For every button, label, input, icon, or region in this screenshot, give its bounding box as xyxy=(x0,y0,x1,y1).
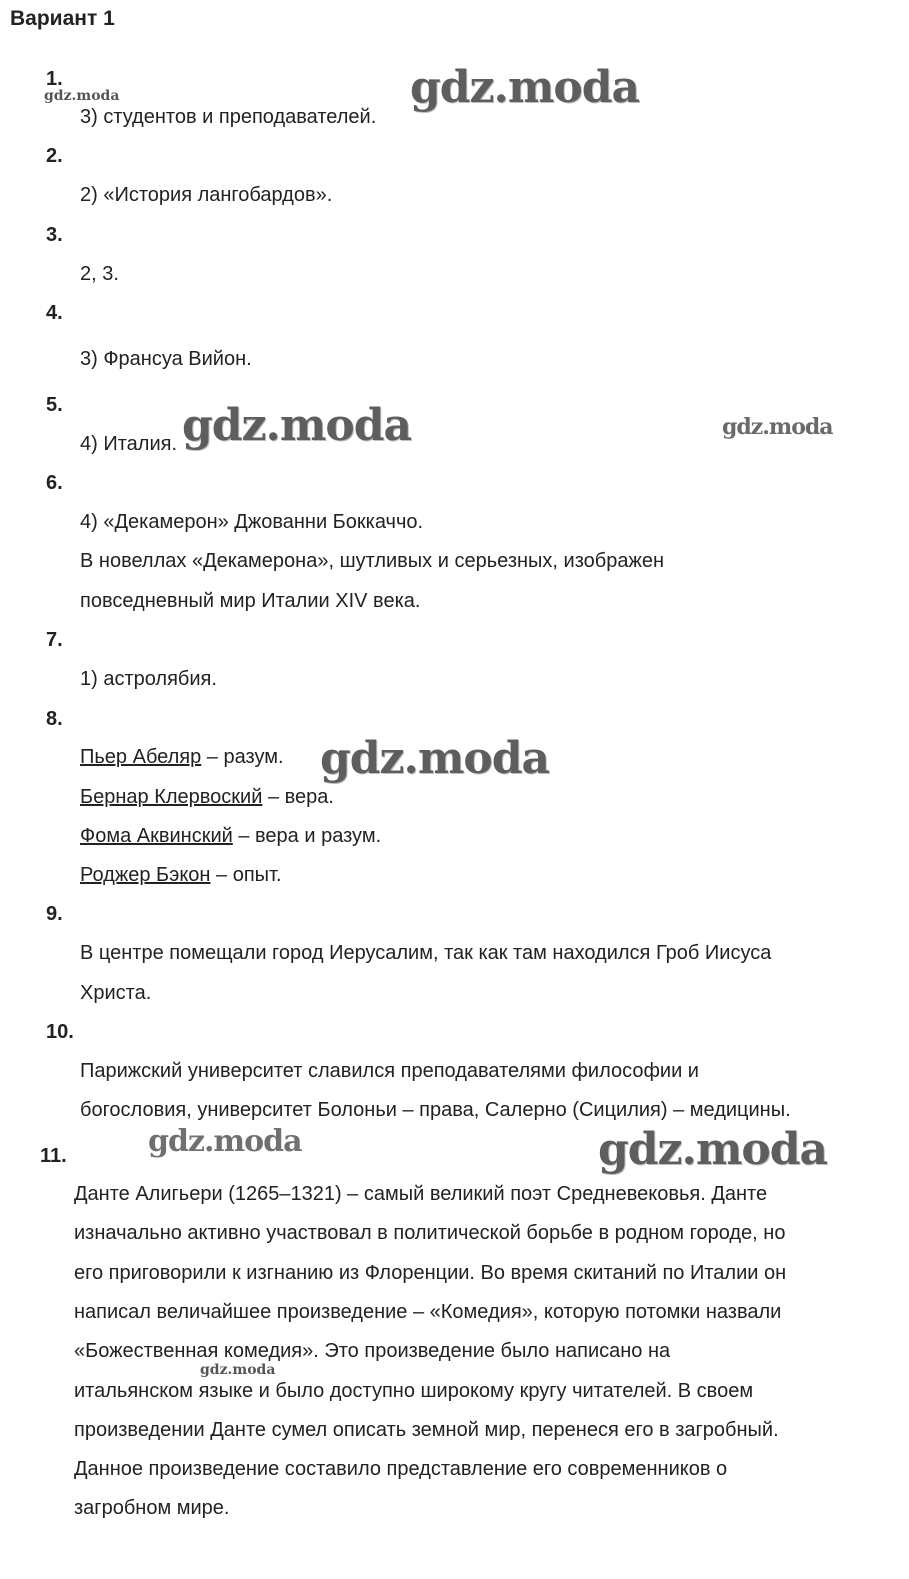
answer-text: итальянском языке и было доступно широкому кругу читателей. В своем xyxy=(74,1380,754,1402)
philosopher-value: – вера и разум. xyxy=(232,825,382,847)
answer-text: В центре помещали город Иерусалим, так как там находился Гроб Иисуса xyxy=(80,942,772,964)
answer-text: его приговорили к изгнанию из Флоренции. Во время скитаний по Италии он xyxy=(74,1262,787,1284)
answer-text: произведении Данте сумел описать земной мир, перенеся его в загробный. xyxy=(74,1419,779,1441)
answer-number: 1. xyxy=(46,68,63,90)
answer-number: 10. xyxy=(46,1021,74,1043)
answer-text: написал величайшее произведение – «Комедия», которую потомки назвали xyxy=(74,1301,782,1323)
match-row xyxy=(80,864,282,887)
philosopher-value: – вера. xyxy=(262,786,334,808)
page-title: Вариант 1 xyxy=(10,7,115,30)
philosopher-name: Роджер Бэкон xyxy=(80,864,211,886)
answer-number: 3. xyxy=(46,224,63,246)
philosopher-name: Фома Аквинский xyxy=(80,825,233,847)
answer-text: изначально активно участвовал в политической борьбе в родном городе, но xyxy=(74,1222,786,1244)
match-row xyxy=(80,746,284,769)
answer-text: «Божественная комедия». Это произведение было написано на xyxy=(74,1340,671,1362)
match-row xyxy=(80,825,381,848)
philosopher-value: – разум. xyxy=(201,746,284,768)
watermark: gdz.moda xyxy=(598,1124,828,1175)
philosopher-value: – опыт. xyxy=(210,864,282,886)
answer-text: Парижский университет славился преподавателями философии и xyxy=(80,1060,699,1082)
answer-text: повседневный мир Италии XIV века. xyxy=(80,590,421,612)
watermark: gdz.moda xyxy=(320,733,550,784)
watermark: gdz.moda xyxy=(182,400,412,451)
answer-number: 6. xyxy=(46,472,63,494)
watermark: gdz.moda xyxy=(410,62,640,113)
answer-text: богословия, университет Болоньи – права, Салерно (Сицилия) – медицины. xyxy=(80,1099,791,1121)
match-row xyxy=(80,786,334,809)
answer-number: 7. xyxy=(46,629,63,651)
answer-text: 4) Италия. xyxy=(80,433,178,455)
answer-text: В новеллах «Декамерона», шутливых и серьезных, изображен xyxy=(80,550,665,572)
watermark: gdz.moda xyxy=(44,88,120,104)
philosopher-name: Бернар Клервоский xyxy=(80,786,263,808)
answer-text: 1) астролябия. xyxy=(80,668,217,690)
answer-number: 8. xyxy=(46,708,63,730)
answer-text: 3) студентов и преподавателей. xyxy=(80,106,377,128)
answer-number: 5. xyxy=(46,394,63,416)
watermark: gdz.moda xyxy=(200,1362,276,1378)
answer-text: загробном мире. xyxy=(74,1497,230,1519)
answer-text: Данте Алигьери (1265–1321) – самый великий поэт Средневековья. Данте xyxy=(74,1183,768,1205)
watermark: gdz.moda xyxy=(148,1124,302,1159)
answer-number: 9. xyxy=(46,903,63,925)
answer-number: 2. xyxy=(46,145,63,167)
philosopher-name: Пьер Абеляр xyxy=(80,746,202,768)
answer-text: 2, 3. xyxy=(80,263,119,285)
answer-number: 4. xyxy=(46,302,63,324)
answer-text: 2) «История лангобардов». xyxy=(80,184,333,206)
answer-text: Христа. xyxy=(80,982,152,1004)
answer-text: 3) Франсуа Вийон. xyxy=(80,348,252,370)
answer-text: Данное произведение составило представление его современников о xyxy=(74,1458,728,1480)
answer-text: 4) «Декамерон» Джованни Боккаччо. xyxy=(80,511,424,533)
answer-number: 11. xyxy=(40,1145,67,1167)
watermark: gdz.moda xyxy=(722,414,833,440)
